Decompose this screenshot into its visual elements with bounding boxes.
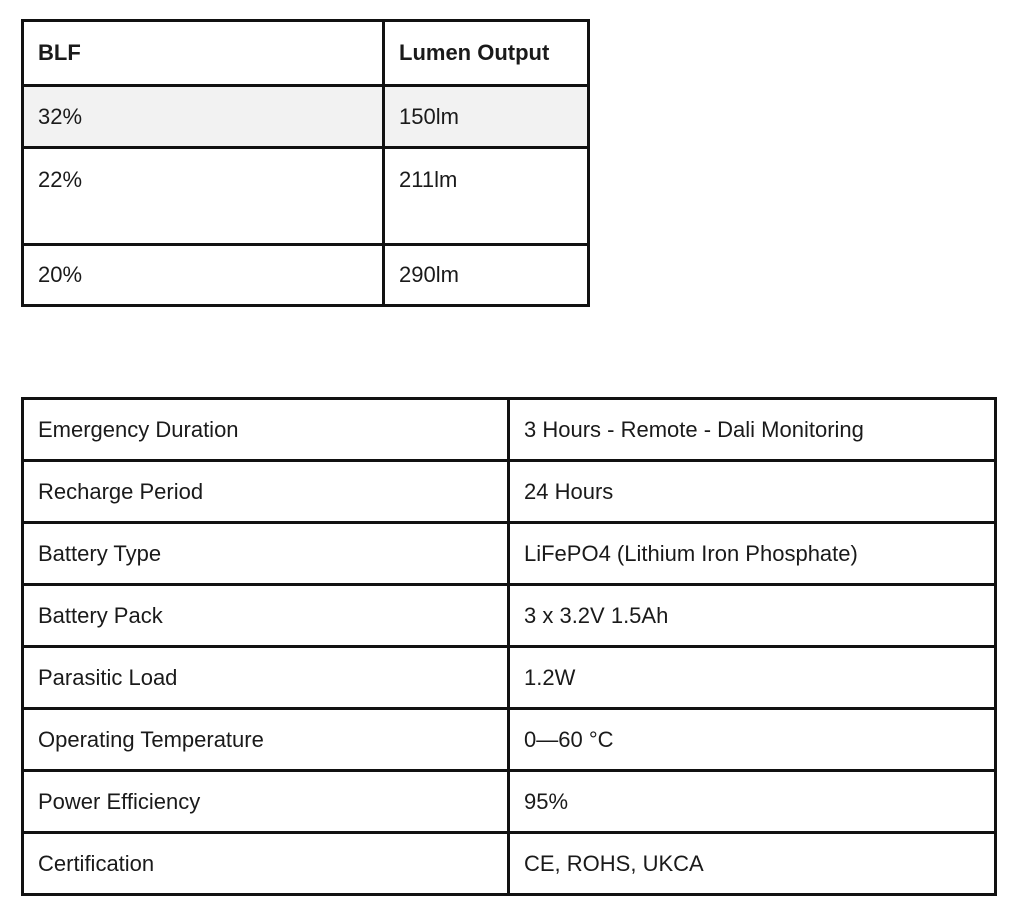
spec-label: Operating Temperature: [23, 709, 509, 771]
table-row: [23, 245, 589, 306]
table-row: [23, 585, 996, 647]
table-row: [23, 523, 996, 585]
blf-value: 20%: [23, 245, 384, 306]
spec-value: LiFePO4 (Lithium Iron Phosphate): [509, 523, 996, 585]
spec-value: 95%: [509, 771, 996, 833]
lumen-value: 150lm: [384, 86, 589, 148]
table-row: [23, 148, 589, 245]
spec-label: Emergency Duration: [23, 399, 509, 461]
blf-lumen-table: [21, 19, 590, 307]
blf-value: 32%: [23, 86, 384, 148]
spec-label: Recharge Period: [23, 461, 509, 523]
table-header-row: [23, 21, 589, 86]
spec-value: 3 x 3.2V 1.5Ah: [509, 585, 996, 647]
table-row: [23, 461, 996, 523]
spec-label: Parasitic Load: [23, 647, 509, 709]
spec-value: 0—60 °C: [509, 709, 996, 771]
spec-value: CE, ROHS, UKCA: [509, 833, 996, 895]
blf-value: 22%: [23, 148, 384, 245]
spec-value: 24 Hours: [509, 461, 996, 523]
header-lumen-output: Lumen Output: [384, 21, 589, 86]
spec-label: Battery Type: [23, 523, 509, 585]
spec-label: Battery Pack: [23, 585, 509, 647]
spec-label: Power Efficiency: [23, 771, 509, 833]
table-row: [23, 399, 996, 461]
table-row: [23, 86, 589, 148]
table-row: [23, 833, 996, 895]
table-row: [23, 647, 996, 709]
spec-value: 3 Hours - Remote - Dali Monitoring: [509, 399, 996, 461]
spec-value: 1.2W: [509, 647, 996, 709]
specifications-table: [21, 397, 997, 896]
table-row: [23, 771, 996, 833]
header-blf: BLF: [23, 21, 384, 86]
lumen-value: 290lm: [384, 245, 589, 306]
table-row: [23, 709, 996, 771]
spec-label: Certification: [23, 833, 509, 895]
lumen-value: 211lm: [384, 148, 589, 245]
